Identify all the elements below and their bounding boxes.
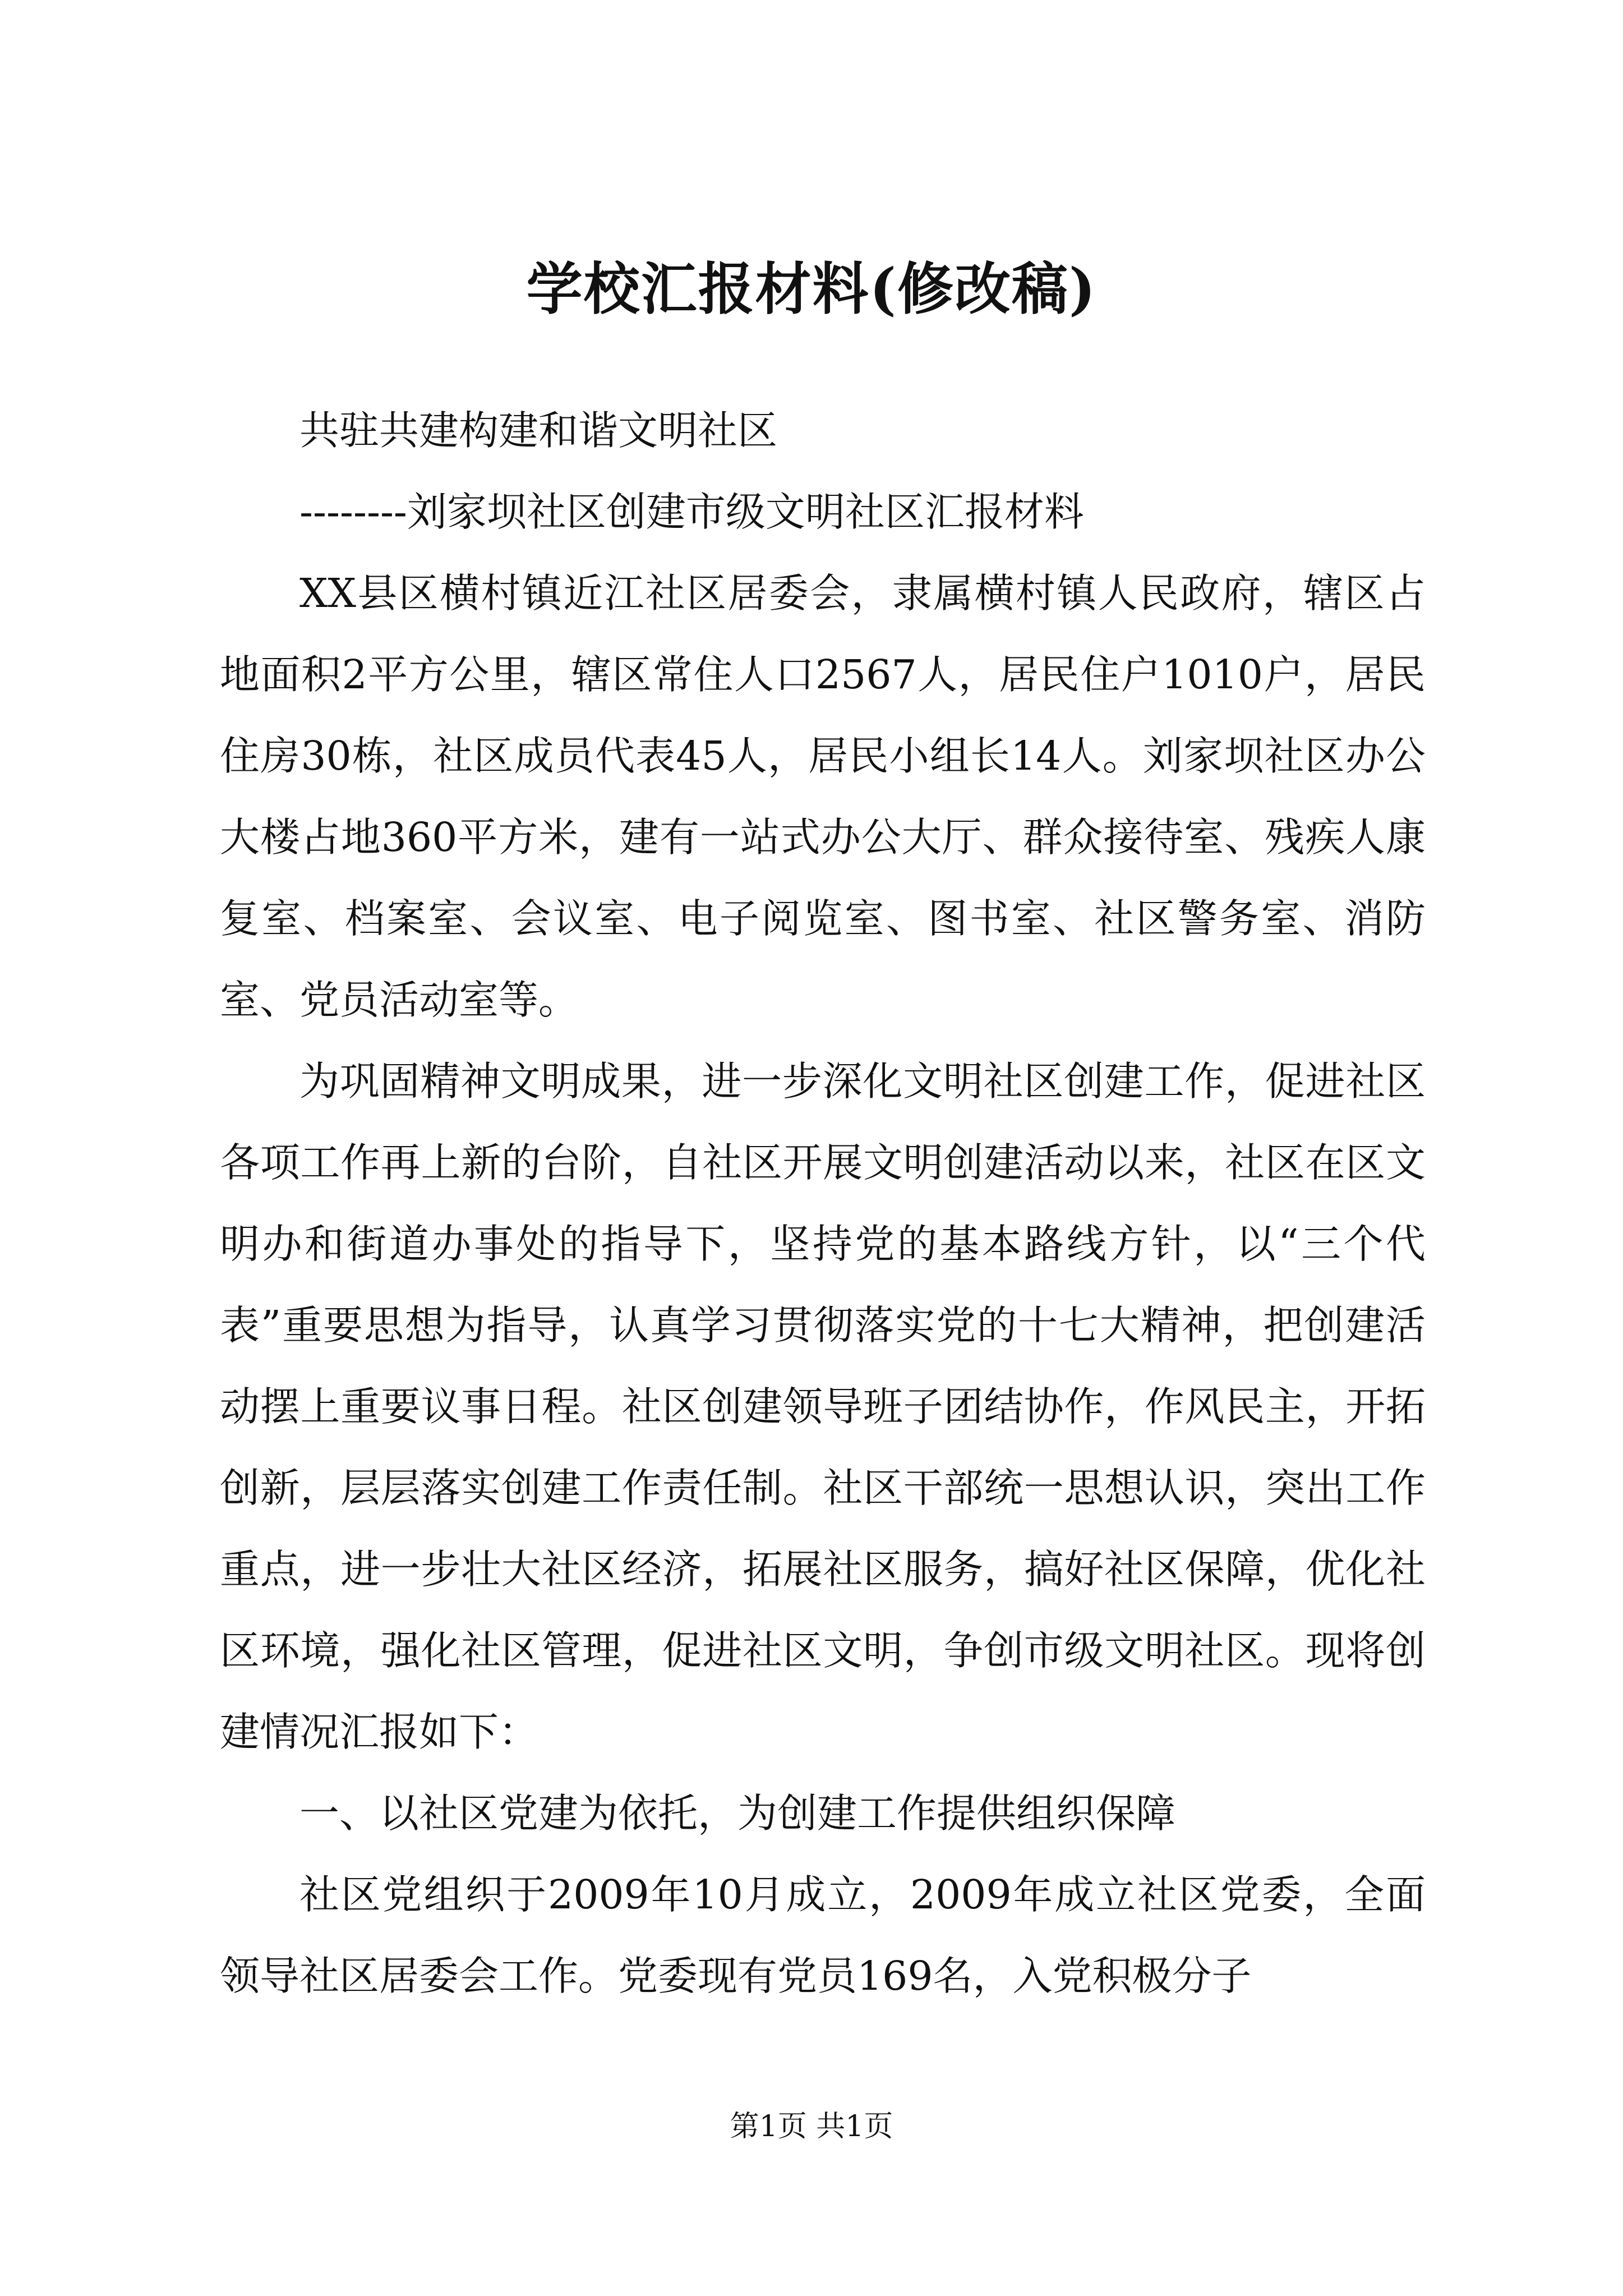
body-paragraph: 为巩固精神文明成果，进一步深化文明社区创建工作，促进社区各项工作再上新的台阶，自社区开展文明创建活动以来，社区在区文明办和街道办事处的指导下，坚持党的基本路线方针，以“三个代表”重要思想为指导，认真学习贯彻落实党的十七大精神，把创建活动摆上重要议事日程。社区创建领导班子团结协作，作风民主，开拓创新，层层落实创建工作责任制。社区干部统一思想认识，突出工作重点，进一步壮大社区经济，拓展社区服务，搞好社区保障，优化社区环境，强化社区管理，促进社区文明，争创市级文明社区。现将创建情况汇报如下： xyxy=(220,1058,1426,1755)
document-body xyxy=(220,390,1426,2017)
section-heading: 一、以社区党建为依托，为创建工作提供组织保障 xyxy=(299,1790,1176,1837)
body-paragraph: XX县区横村镇近江社区居委会，隶属横村镇人民政府，辖区占地面积2平方公里，辖区常住人口2567人，居民住户1010户，居民住房30栋，社区成员代表45人，居民小组长14人。刘家坝社区办公大楼占地360平方米，建有一站式办公大厅、群众接待室、残疾人康复室、档案室、会议室、电子阅览室、图书室、社区警务室、消防室、党员活动室等。 xyxy=(220,570,1426,1023)
body-paragraph: 社区党组织于2009年10月成立，2009年成立社区党委，全面领导社区居委会工作。党委现有党员169名，入党积极分子 xyxy=(220,1871,1426,1999)
page-footer: 第1页 共1页 xyxy=(730,2110,893,2143)
subtitle-paragraph: 共驻共建构建和谐文明社区 xyxy=(299,407,778,454)
subheading-paragraph: --------刘家坝社区创建市级文明社区汇报材料 xyxy=(299,489,1084,535)
document-title: 学校汇报材料(修改稿) xyxy=(526,256,1097,322)
